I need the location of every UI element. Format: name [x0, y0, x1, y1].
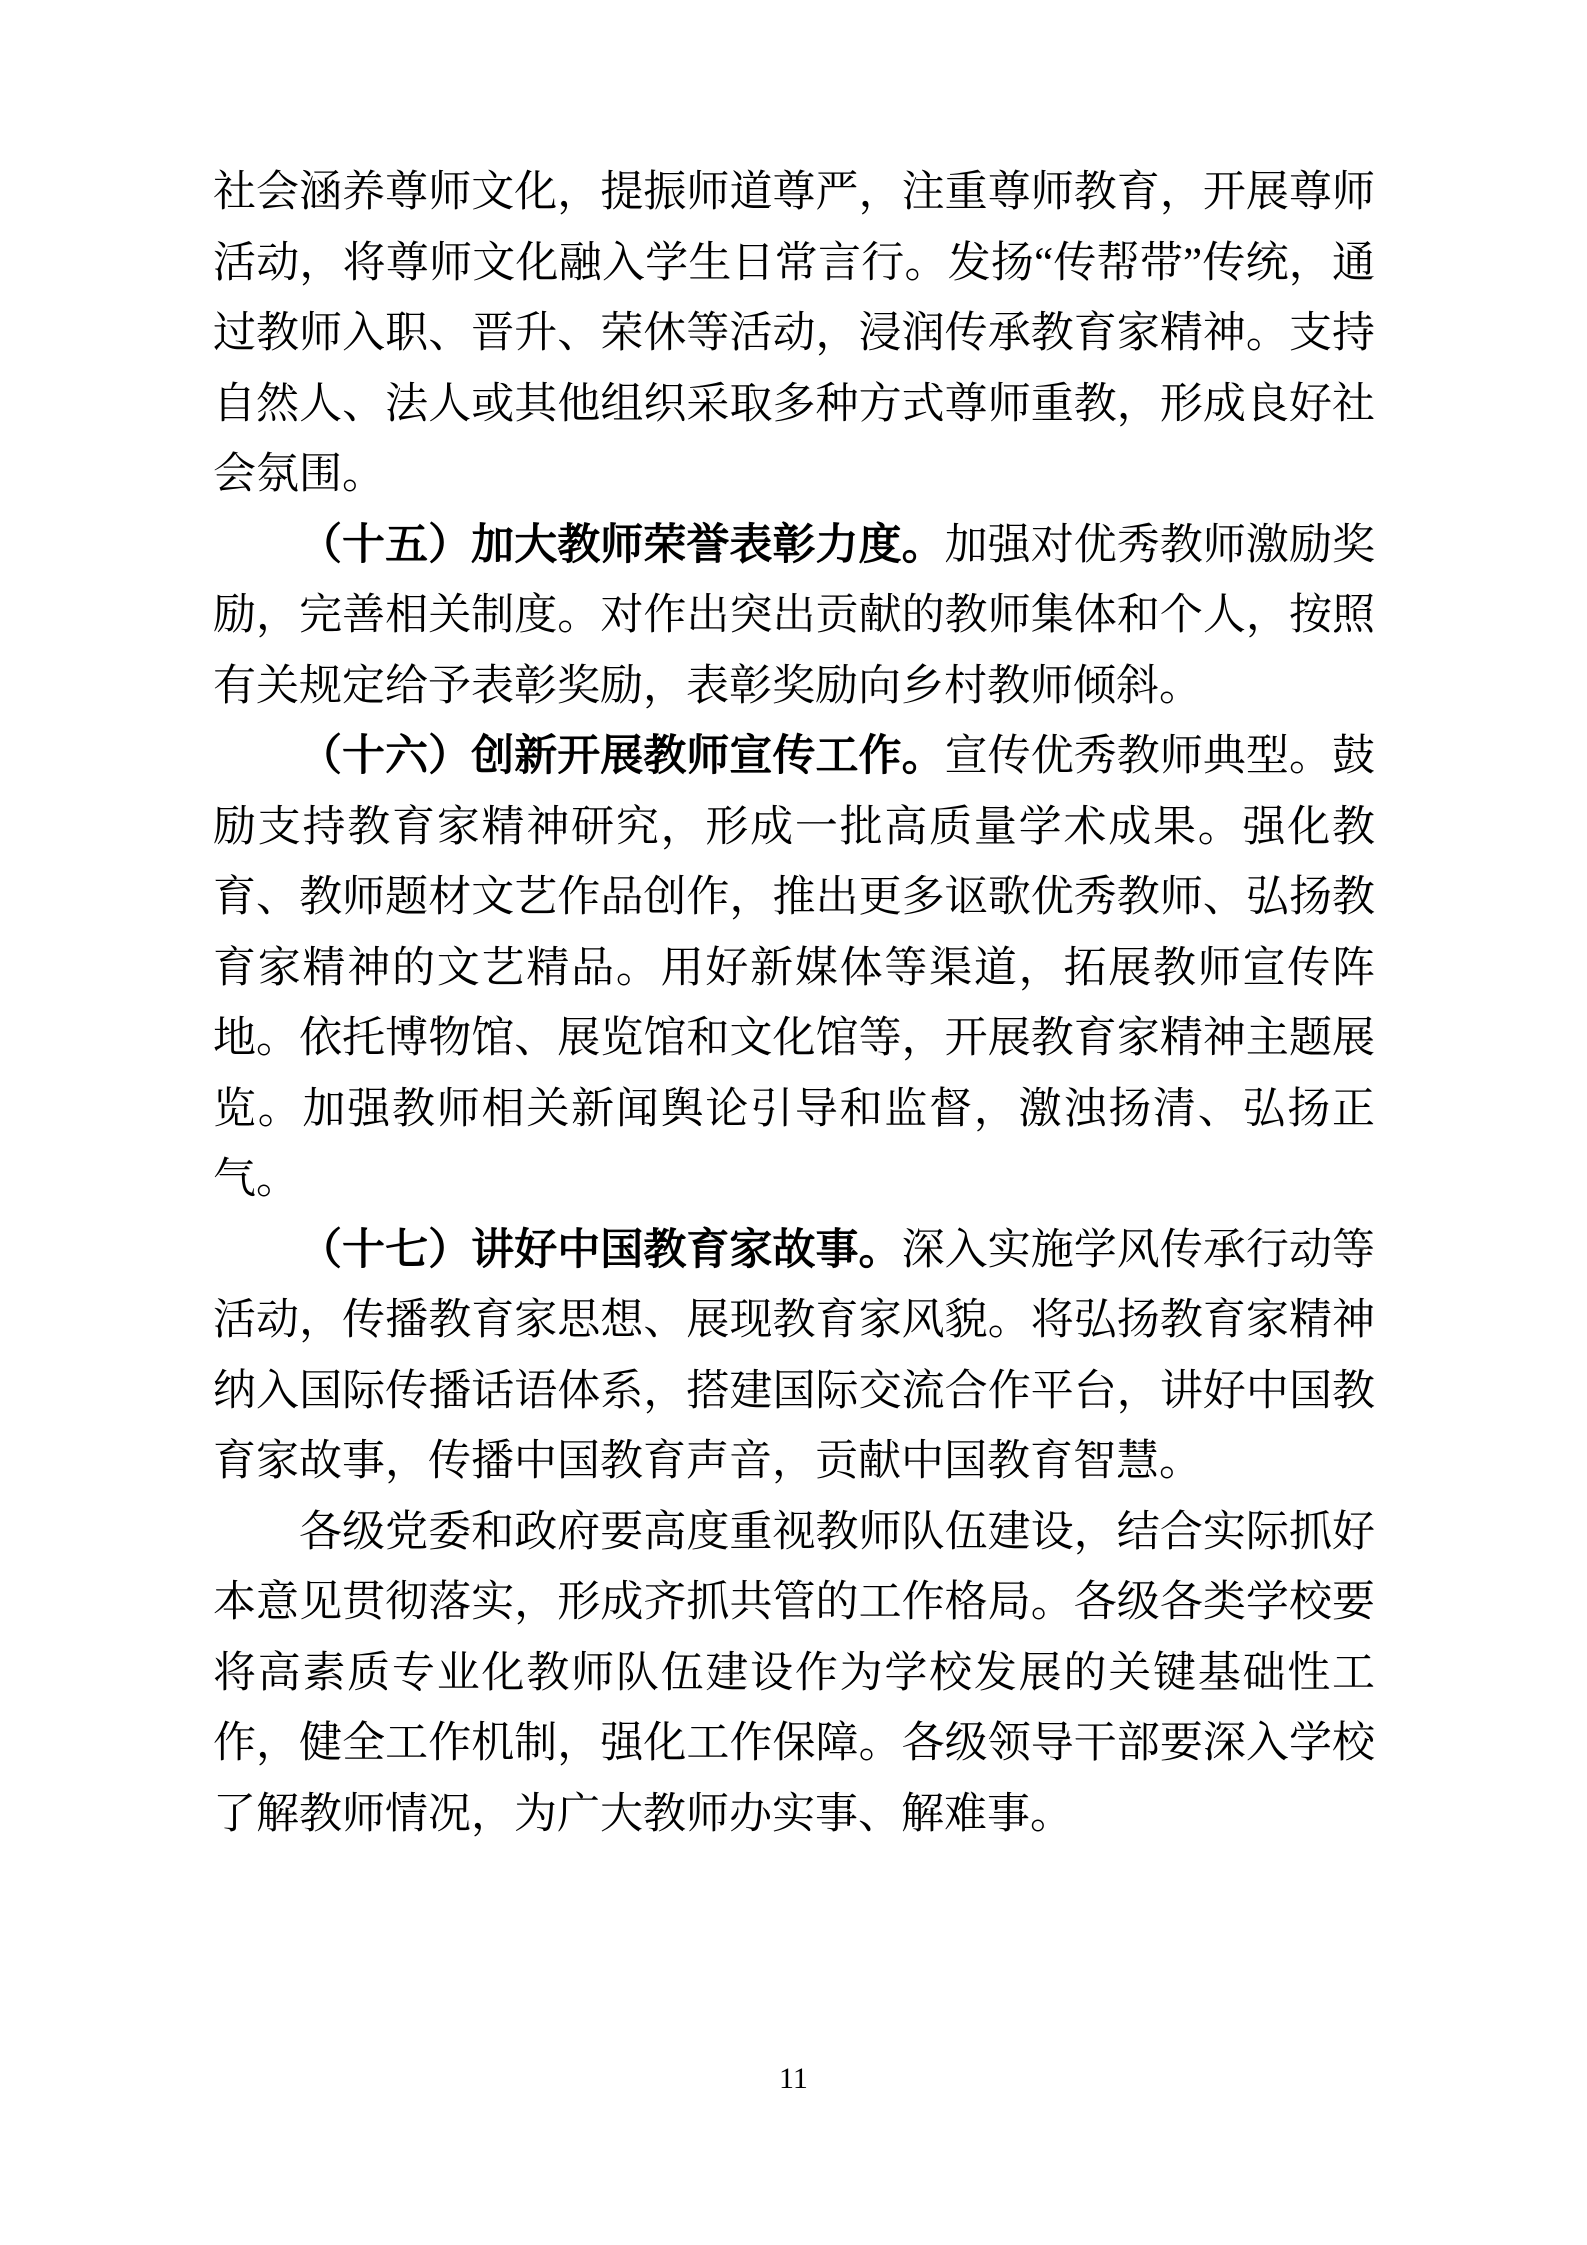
section-heading: （十七）讲好中国教育家故事。	[299, 1226, 902, 1274]
paragraph-text: 各级党委和政府要高度重视教师队伍建设，结合实际抓好本意见贯彻落实，形成齐抓共管的工作格局。各级各类学校要将高素质专业化教师队伍建设作为学校发展的关键基础性工作，健全工作机制，强化工作保障。各级领导干部要深入学校了解教师情况，为广大教师办实事、解难事。	[213, 1508, 1375, 1838]
document-body	[213, 158, 1375, 1850]
paragraph	[213, 158, 1375, 511]
paragraph-text: 深入实施学风传承行动等活动，传播教育家思想、展现教育家风貌。将弘扬教育家精神纳入国际传播话语体系，搭建国际交流合作平台，讲好中国教育家故事，传播中国教育声音，贡献中国教育智慧。	[213, 1226, 1376, 1485]
paragraph-text: 社会涵养尊师文化，提振师道尊严，注重尊师教育，开展尊师活动，将尊师文化融入学生日常言行。发扬“传帮带”传统，通过教师入职、晋升、荣休等活动，浸润传承教育家精神。支持自然人、法人或其他组织采取多种方式尊师重教，形成良好社会氛围。	[213, 169, 1375, 498]
paragraph	[213, 722, 1375, 1216]
section-heading: （十六）创新开展教师宣传工作。	[299, 733, 945, 780]
page-number: 11	[779, 2062, 808, 2095]
paragraph-text: 宣传优秀教师典型。鼓励支持教育家精神研究，形成一批高质量学术成果。强化教育、教师题材文艺作品创作，推出更多讴歌优秀教师、弘扬教育家精神的文艺精品。用好新媒体等渠道，拓展教师宣传阵地。依托博物馆、展览馆和文化馆等，开展教育家精神主题展览。加强教师相关新闻舆论引导和监督，激浊扬清、弘扬正气。	[213, 733, 1375, 1203]
paragraph	[213, 1216, 1375, 1498]
paragraph	[213, 1498, 1375, 1851]
section-heading: （十五）加大教师荣誉表彰力度。	[299, 521, 945, 569]
paragraph	[213, 511, 1375, 723]
paragraph-text: 加强对优秀教师激励奖励，完善相关制度。对作出突出贡献的教师集体和个人，按照有关规定给予表彰奖励，表彰奖励向乡村教师倾斜。	[213, 521, 1375, 710]
